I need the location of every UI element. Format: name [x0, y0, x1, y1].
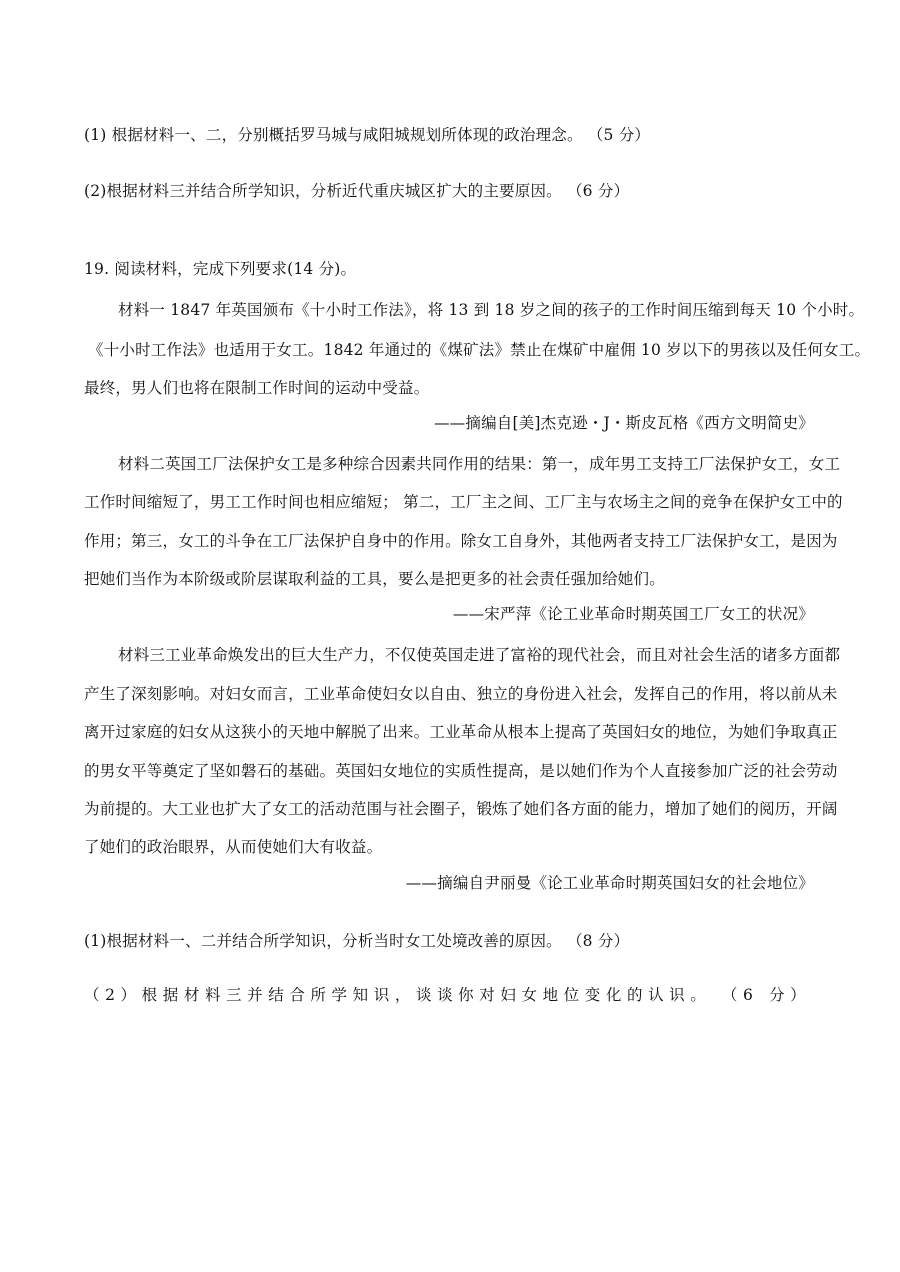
material-1-line: 《十小时工作法》也适用于女工。1842 年通过的《煤矿法》禁止在煤矿中雇佣 10 岁以下的男孩以及任何女工。 [88, 341, 871, 359]
material-3-line: 为前提的。大工业也扩大了女工的活动范围与社会圈子，锻炼了她们各方面的能力，增加了她们的阅历，开阔 [84, 800, 838, 818]
material-1-line: 最终，男人们也将在限制工作时间的运动中受益。 [84, 379, 430, 397]
material-2-source: ——宋严萍《论工业革命时期英国工厂女工的状况》 [452, 605, 814, 623]
question-prompt-2: (2)根据材料三并结合所学知识，分析近代重庆城区扩大的主要原因。 （6 分） [84, 182, 630, 200]
question-19-heading: 19. 阅读材料，完成下列要求(14 分)。 [84, 260, 357, 278]
material-2-line: 材料二英国工厂法保护女工是多种综合因素共同作用的结果：第一，成年男工支持工厂法保护女工，女工 [118, 455, 841, 473]
material-3-line: 的男女平等奠定了坚如磐石的基础。英国妇女地位的实质性提高，是以她们作为个人直接参加广泛的社会劳动 [84, 762, 838, 780]
question-19-subquestion-2: （2）根据材料三并结合所学知识，谈谈你对妇女地位变化的认识。 （6 分） [84, 986, 812, 1004]
material-3-source: ——摘编自尹丽曼《论工业革命时期英国妇女的社会地位》 [405, 874, 814, 892]
material-1-source: ——摘编自[美]杰克逊・J・斯皮瓦格《西方文明简史》 [433, 414, 814, 432]
question-prompt-1: (1) 根据材料一、二，分别概括罗马城与咸阳城规划所体现的政治理念。 （5 分） [84, 126, 651, 144]
material-1-line: 材料一 1847 年英国颁布《十小时工作法》，将 13 到 18 岁之间的孩子的工作时间压缩到每天 10 个小时。 [118, 301, 865, 319]
material-3-line: 材料三工业革命焕发出的巨大生产力，不仅使英国走进了富裕的现代社会，而且对社会生活的诸多方面都 [118, 646, 841, 664]
material-3-line: 了她们的政治眼界，从而使她们大有收益。 [84, 838, 383, 856]
question-19-subquestion-1: (1)根据材料一、二并结合所学知识，分析当时女工处境改善的原因。 （8 分） [84, 932, 630, 950]
material-2-line: 作用；第三，女工的斗争在工厂法保护自身中的作用。除女工自身外，其他两者支持工厂法保护女工，是因为 [84, 532, 838, 550]
material-3-line: 产生了深刻影响。对妇女而言，工业革命使妇女以自由、独立的身份进入社会，发挥自己的作用，将以前从未 [84, 685, 838, 703]
material-3-line: 离开过家庭的妇女从这狭小的天地中解脱了出来。工业革命从根本上提高了英国妇女的地位，为她们争取真正 [84, 723, 838, 741]
material-2-line: 把她们当作为本阶级或阶层谋取利益的工具，要么是把更多的社会责任强加给她们。 [84, 570, 665, 588]
material-2-line: 工作时间缩短了，男工工作时间也相应缩短； 第二，工厂主之间、工厂主与农场主之间的竞争在保护女工中的 [84, 493, 843, 511]
